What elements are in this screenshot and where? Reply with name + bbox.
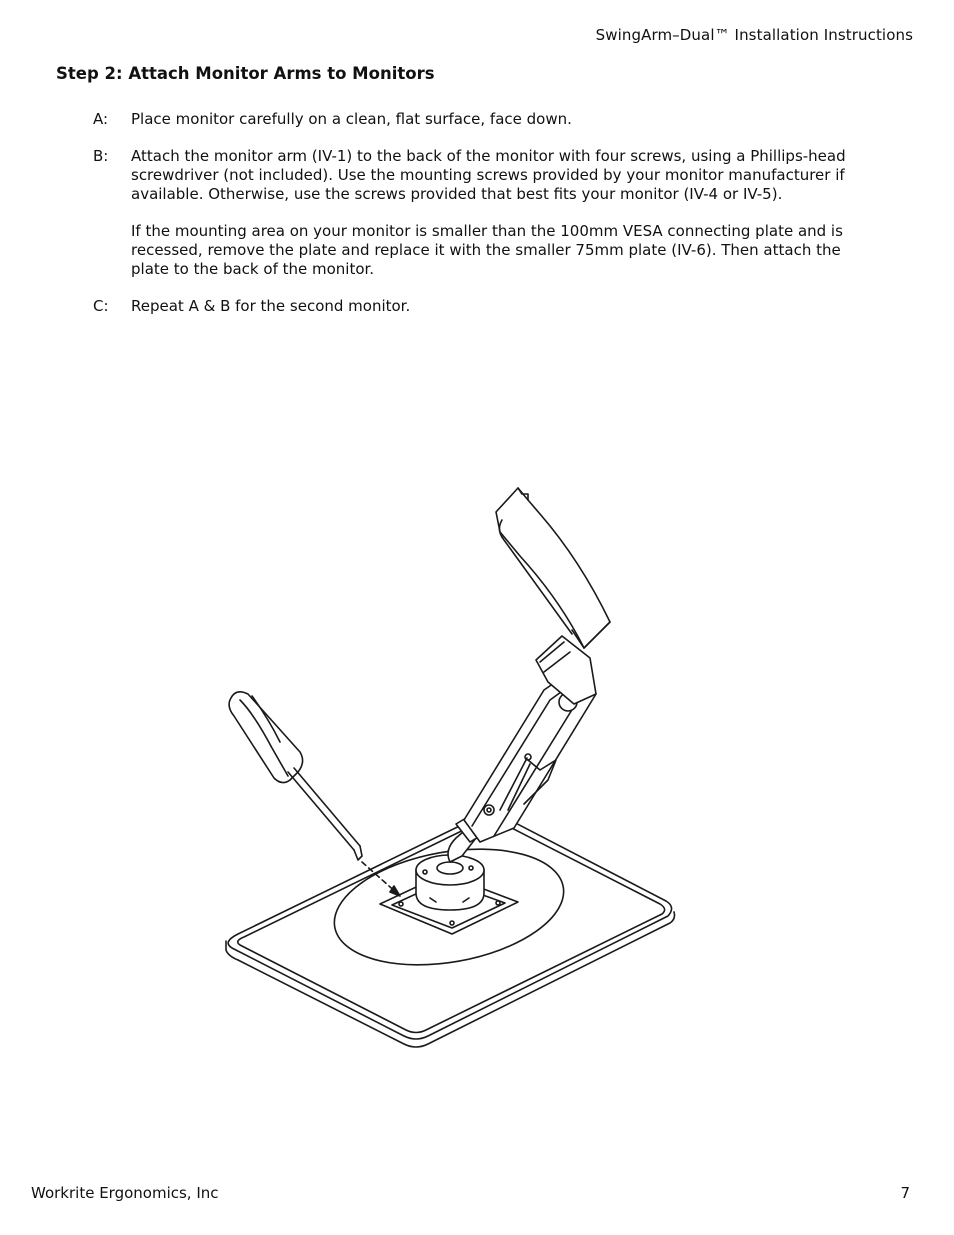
upper-arm bbox=[496, 488, 610, 648]
instruction-paragraph: If the mounting area on your monitor is smaller than the 100mm VESA connecting plate and is recessed, remove the plate and replace it with the smaller 75mm plate (IV-6). Then attach the plate to the back of the monitor. bbox=[131, 222, 843, 279]
instruction-letter: C: bbox=[93, 297, 109, 316]
instruction-paragraph: Repeat A & B for the second monitor. bbox=[131, 297, 411, 316]
running-header: SwingArm–Dual™ Installation Instructions bbox=[595, 26, 913, 44]
instruction-body bbox=[131, 297, 863, 316]
instruction-paragraph: Place monitor carefully on a clean, flat surface, face down. bbox=[131, 110, 572, 128]
instruction-body bbox=[131, 147, 863, 279]
swivel-hub bbox=[416, 855, 484, 910]
monitor-arm-screwdriver-illustration bbox=[220, 482, 680, 1052]
instruction-letter: B: bbox=[93, 147, 109, 166]
instruction-paragraph: Attach the monitor arm (IV-1) to the back of the monitor with four screws, using a Phillips-head screwdriver (not included). Use the mounting screws provided by your monitor manufacturer if available. Otherwise, use the screws provided that best fits your monitor (IV-4 or IV-5). bbox=[131, 147, 846, 203]
page-number: 7 bbox=[900, 1184, 910, 1202]
footer-company: Workrite Ergonomics, Inc bbox=[31, 1184, 219, 1202]
instruction-list bbox=[93, 110, 863, 335]
instruction-item-b bbox=[93, 147, 863, 279]
screwdriver-icon bbox=[229, 692, 400, 896]
instruction-body bbox=[131, 110, 863, 129]
step-title: Step 2: Attach Monitor Arms to Monitors bbox=[56, 64, 435, 83]
instruction-letter: A: bbox=[93, 110, 109, 128]
instruction-item-c bbox=[93, 297, 863, 316]
instruction-item-a bbox=[93, 110, 863, 129]
